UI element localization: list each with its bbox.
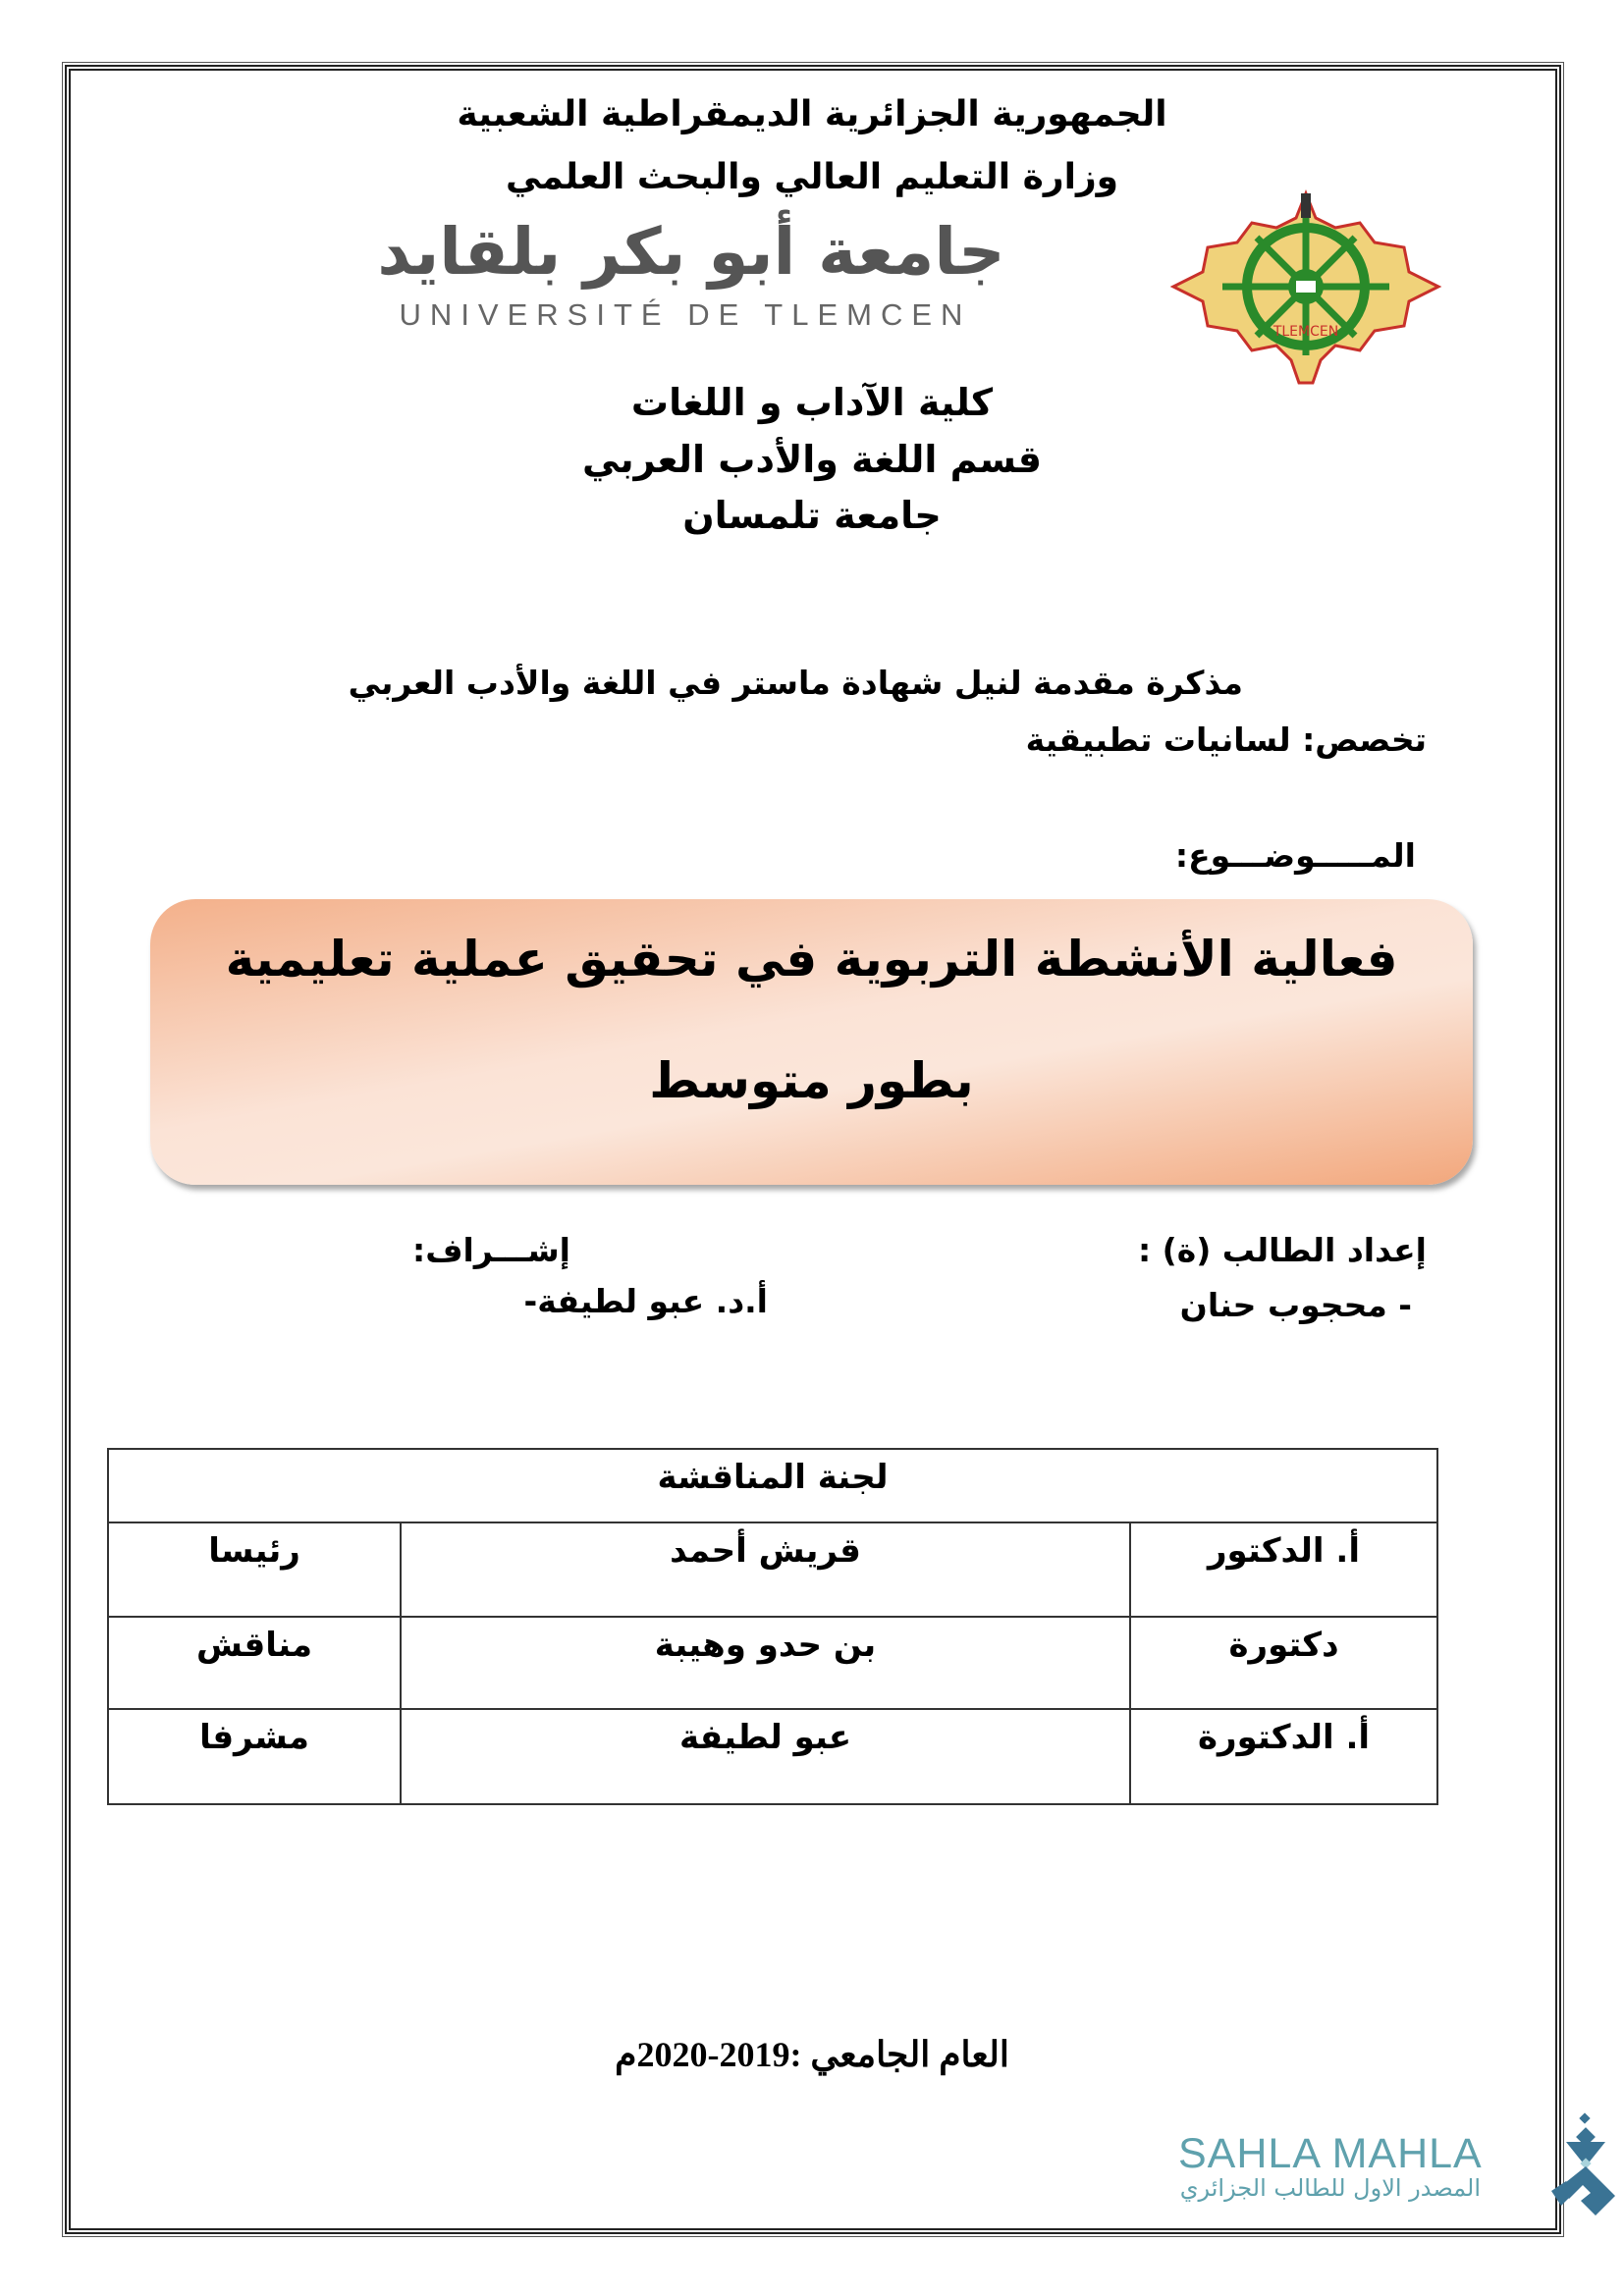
thesis-title-box xyxy=(150,899,1473,1185)
specialty: تخصص: لسانيات تطبيقية xyxy=(1025,721,1427,759)
committee-role: مشرفا xyxy=(108,1709,401,1804)
committee-table xyxy=(107,1448,1438,1805)
republic-heading: الجمهورية الجزائرية الديمقراطية الشعبية xyxy=(457,94,1167,134)
watermark-tagline: المصدر الاول للطالب الجزائري xyxy=(1179,2174,1482,2202)
table-row xyxy=(108,1709,1437,1804)
table-row xyxy=(108,1522,1437,1617)
student-label: إعداد الطالب (ة) : xyxy=(1137,1231,1427,1269)
watermark-brand: SAHLA MAHLA xyxy=(1178,2130,1483,2177)
thesis-title-line2: بطور متوسط xyxy=(649,1052,974,1109)
academic-year: العام الجامعي :2019-2020م xyxy=(615,2035,1009,2074)
committee-title: لجنة المناقشة xyxy=(108,1449,1437,1522)
committee-rank: أ. الدكتورة xyxy=(1130,1709,1437,1804)
faculty-name: كلية الآداب و اللغات xyxy=(630,381,994,424)
committee-rank: أ. الدكتور xyxy=(1130,1522,1437,1617)
committee-rank: دكتورة xyxy=(1130,1617,1437,1709)
table-row xyxy=(108,1617,1437,1709)
committee-role: رئيسا xyxy=(108,1522,401,1617)
student-name: - محجوب حنان xyxy=(1179,1286,1412,1324)
committee-member-name: بن حدو وهيبة xyxy=(401,1617,1130,1709)
degree-statement: مذكرة مقدمة لنيل شهادة ماستر في اللغة والأدب العربي xyxy=(348,664,1243,702)
emblem-text: TLEMCEN xyxy=(1272,324,1339,340)
ministry-heading: وزارة التعليم العالي والبحث العلمي xyxy=(505,157,1119,197)
university-logo-arabic: جامعة أبو بكر بلقايد xyxy=(377,214,1005,290)
university-name: جامعة تلمسان xyxy=(682,494,942,537)
committee-role: مناقش xyxy=(108,1617,401,1709)
sahla-mahla-logo-icon xyxy=(1551,2112,1620,2220)
department-name: قسم اللغة والأدب العربي xyxy=(581,438,1043,481)
committee-member-name: قريش أحمد xyxy=(401,1522,1130,1617)
thesis-title-line1: فعالية الأنشطة التربوية في تحقيق عملية تعليمية xyxy=(225,931,1398,988)
university-logo-french: UNIVERSITÉ DE TLEMCEN xyxy=(399,297,972,332)
supervisor-label: إشـــراف: xyxy=(412,1231,570,1269)
sahla-mahla-watermark xyxy=(1178,2130,1483,2202)
university-emblem-icon xyxy=(1164,188,1448,385)
subject-label: المـــــوضـــوع: xyxy=(1174,836,1416,875)
supervisor-name: أ.د. عبو لطيفة- xyxy=(523,1282,768,1320)
committee-member-name: عبو لطيفة xyxy=(401,1709,1130,1804)
